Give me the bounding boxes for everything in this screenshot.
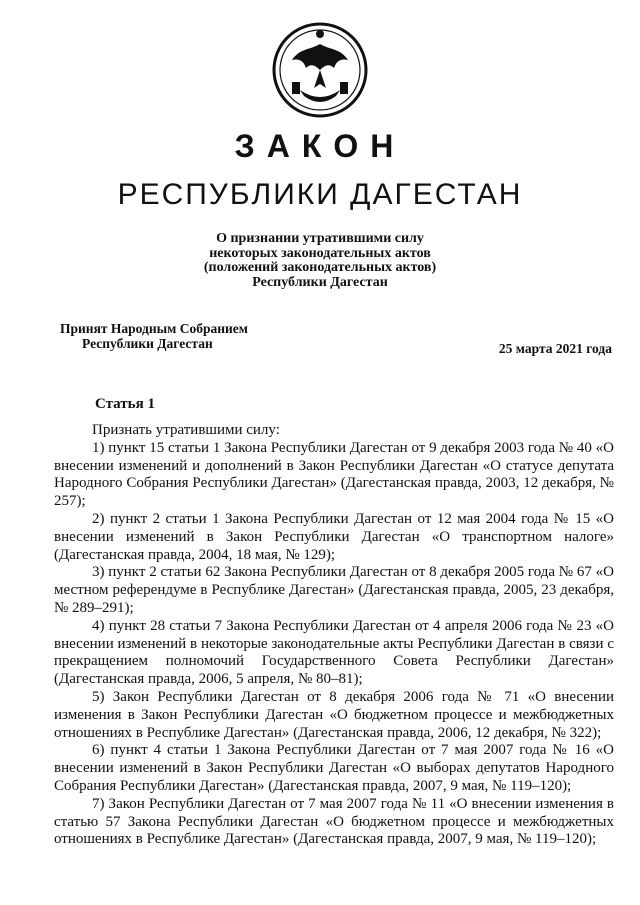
article-item: 1) пункт 15 статьи 1 Закона Республики Дагестан от 9 декабря 2003 года № 40 «О внесении изменений и дополнений в Закон Республики Дагестан «О статусе депутата Народного Собрания Республики Дагестан» (Дагестанская правда, 2003, 12 декабря, № 257);: [54, 439, 614, 510]
article-item: 5) Закон Республики Дагестан от 8 декабря 2006 года № 71 «О внесении изменения в Закон Республики Дагестан «О бюджетном процессе и межбюджетных отношениях в Республике Дагестан» (Дагестанская правда, 2006, 12 декабря, № 322);: [54, 688, 614, 741]
law-name-line: (положений законодательных актов): [203, 260, 437, 275]
article-title: Статья 1: [95, 396, 155, 412]
article-intro: Признать утратившими силу:: [92, 422, 280, 438]
article-body: [54, 422, 614, 849]
adoption-line-2: Республики Дагестан: [82, 336, 213, 351]
law-name: [0, 232, 640, 290]
law-name-line: некоторых законодательных актов: [209, 245, 431, 261]
law-name-line: Республики Дагестан: [252, 274, 388, 290]
document-title: ЗАКОН: [234, 128, 406, 164]
adoption-date: 25 марта 2021 года: [498, 341, 612, 356]
adoption-block: [60, 321, 248, 351]
article-item: 2) пункт 2 статьи 1 Закона Республики Дагестан от 12 мая 2004 года № 15 «О внесении изменений в Закон Республики Дагестан «О транспортном налоге» (Дагестанская правда, 2004, 18 мая, № 129);: [54, 510, 614, 563]
document-subtitle: РЕСПУБЛИКИ ДАГЕСТАН: [117, 178, 523, 211]
article-item: 3) пункт 2 статьи 62 Закона Республики Дагестан от 8 декабря 2005 года № 67 «О местном референдуме в Республике Дагестан» (Дагестанская правда, 2005, 23 декабря, № 289–291);: [54, 564, 614, 616]
law-name-line: О признании утратившими силу: [216, 231, 424, 246]
coat-of-arms-emblem: [270, 20, 370, 120]
article-item: 6) пункт 4 статьи 1 Закона Республики Дагестан от 7 мая 2007 года № 16 «О внесении изменений в Закон Республики Дагестан «О выборах депутатов Народного Собрания Республики Дагестан» (Дагестанская правда, 2007, 9 мая, № 119–120);: [54, 742, 614, 794]
article-item: 4) пункт 28 статьи 7 Закона Республики Дагестан от 4 апреля 2006 года № 23 «О внесении изменений в некоторые законодательные акты Республики Дагестан в связи с прекращением полномочий Государственного Совета Республики Дагестан» (Дагестанская правда, 2006, 5 апреля, № 80–81);: [54, 617, 614, 688]
adoption-line-1: Принят Народным Собранием: [60, 321, 248, 336]
article-item: 7) Закон Республики Дагестан от 7 мая 2007 года № 11 «О внесении изменения в статью 57 Закона Республики Дагестан «О бюджетном процессе и межбюджетных отношениях в Республике Дагестан» (Дагестанская правда, 2007, 9 мая, № 119–120);: [54, 795, 614, 848]
